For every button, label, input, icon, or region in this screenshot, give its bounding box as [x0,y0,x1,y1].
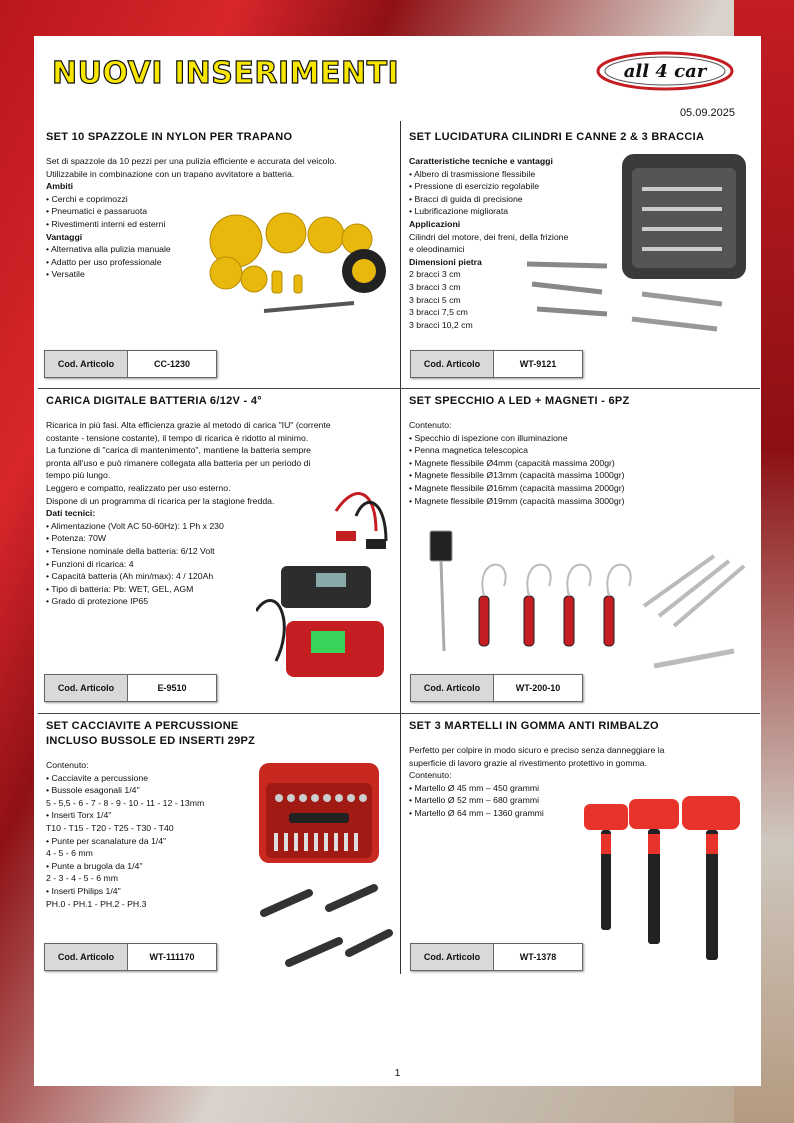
product-title-line-1: SET CACCIAVITE A PERCUSSIONE [46,720,239,732]
product-description: Ricarica in più fasi. Alta efficienza grazie al metodo di carica "IU" (corrente costante - tensione costante), il tempo di ricarica è ridotto al minimo. La funzione di "carica di mantenimento", mantiene la batteria sempre pronta all'uso e può rimanere collegata alla batteria per un periodo di tempo più lungo. Leggero e compatto, realizzato per uso esterno. Dispone di un programma di ricarica per la stagione fredda. Dati tecnici: • Alimentazione (Volt AC 50-60Hz): 1 Ph x 230 • Potenza: 70W • Tensione nominale della batteria: 6/12 Volt • Funzioni di ricarica: 4 • Capacità batteria (Ah min/max): 4 / 120Ah • Tipo di batteria: Pb: WET, GEL, AGM • Grado di protezione IP65 [46,420,331,607]
product-title: SET LUCIDATURA CILINDRI E CANNE 2 & 3 BRACCIA [409,131,705,143]
column-divider [400,121,401,974]
product-description: Contenuto: • Specchio di ispezione con illuminazione • Penna magnetica telescopica • Magnete flessibile Ø4mm (capacità massima 200gr) • Magnete flessibile Ø13mm (capacità massima 1000gr) • Magnete flessibile Ø16mm (capacità massima 2000gr) • Magnete flessibile Ø19mm (capacità massima 3000gr) [409,420,625,506]
code-value: WT-1378 [494,944,582,970]
product-description: Caratteristiche tecniche e vantaggi • Albero di trasmissione flessibile • Pressione di esercizio regolabile • Bracci di guida di precisione • Lubrificazione migliorata Applicazioni Cilindri del motore, dei freni, della frizione e oleodinamici Dimensioni pietra 2 bracci 3 cm 3 bracci 3 cm 3 bracci 5 cm 3 bracci 7,5 cm 3 bracci 10,2 cm [409,156,569,330]
page-title: NUOVI INSERIMENTI [52,56,400,91]
product-code-box [44,350,217,378]
row-divider [38,388,760,389]
product-title: CARICA DIGITALE BATTERIA 6/12V - 4° [46,395,262,407]
code-value: E-9510 [128,675,216,701]
code-label: Cod. Articolo [45,944,128,970]
product-code-box [410,943,583,971]
code-label: Cod. Articolo [45,351,128,377]
product-code-box [44,674,217,702]
product-title: SET SPECCHIO A LED + MAGNETI - 6PZ [409,395,630,407]
product-image-impact-driver [254,763,394,978]
page-number: 1 [394,1068,401,1079]
product-code-box [410,674,583,702]
code-label: Cod. Articolo [411,351,494,377]
product-image-charger [256,471,394,686]
product-title: SET 3 MARTELLI IN GOMMA ANTI RIMBALZO [409,720,659,732]
product-description: Contenuto: • Cacciavite a percussione • Bussole esagonali 1/4'' 5 - 5,5 - 6 - 7 - 8 - 9 - 10 - 11 - 12 - 13mm • Inserti Torx 1/4'' T10 - T15 - T20 - T25 - T30 - T40 • Punte per scanalature da 1/4'' 4 - 5 - 6 mm • Punte a brugola da 1/4'' 2 - 3 - 4 - 5 - 6 mm • Inserti Philips 1/4" PH.0 - PH.1 - PH.2 - PH.3 [46,760,205,909]
product-title: SET 10 SPAZZOLE IN NYLON PER TRAPANO [46,131,293,143]
logo-text: all 4 car [623,61,707,82]
code-label: Cod. Articolo [411,675,494,701]
brand-logo [596,51,734,91]
product-image-mirror-magnets [424,526,754,676]
product-image-honing-kit [522,154,752,344]
catalog-page [34,36,761,1086]
product-description: Perfetto per colpire in modo sicuro e preciso senza danneggiare la superficie di lavoro grazie al rivestimento protettivo in gomma. Contenuto: • Martello Ø 45 mm – 450 grammi • Martello Ø 52 mm – 680 grammi • Martello Ø 64 mm – 1360 grammi [409,745,665,818]
product-title-line-2: INCLUSO BUSSOLE ED INSERTI 29PZ [46,735,256,747]
product-description: Set di spazzole da 10 pezzi per una pulizia efficiente e accurata del veicolo. Utilizzabile in combinazione con un trapano avvitatore a batteria. Ambiti • Cerchi e coprimozzi • Pneumatici e passaruota • Rivestimenti interni ed esterni Vantaggi • Alternativa alla pulizia manuale • Adatto per uso professionale • Versatile [46,156,337,280]
product-image-hammers [584,794,744,986]
code-value: CC-1230 [128,351,216,377]
product-image-brushes [204,211,394,316]
product-code-box [44,943,217,971]
product-code-box [410,350,583,378]
code-value: WT-111170 [128,944,216,970]
code-label: Cod. Articolo [411,944,494,970]
publication-date: 05.09.2025 [679,107,735,119]
product-card-led-mirror [409,394,755,507]
code-value: WT-9121 [494,351,582,377]
row-divider [38,713,760,714]
code-value: WT-200-10 [494,675,582,701]
code-label: Cod. Articolo [45,675,128,701]
